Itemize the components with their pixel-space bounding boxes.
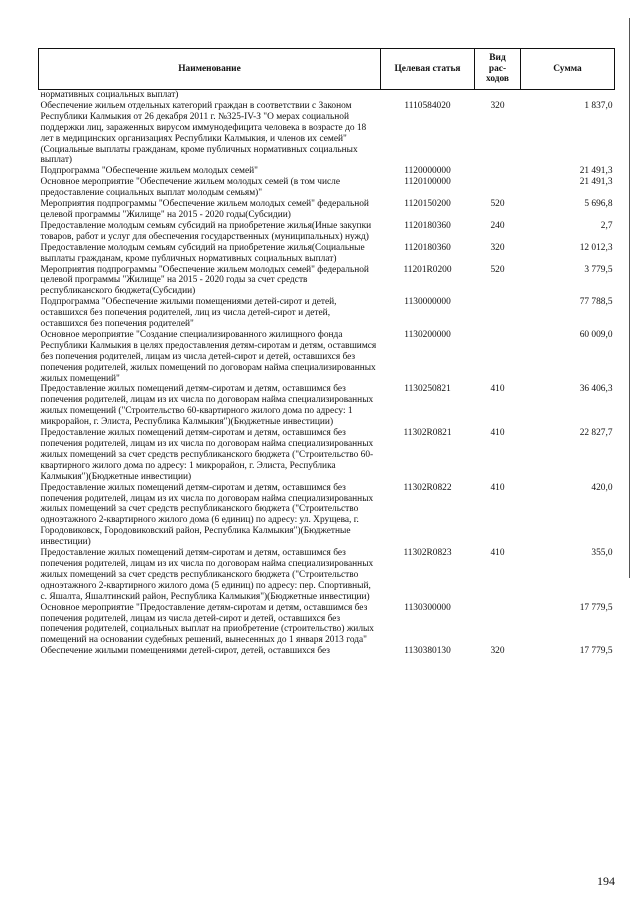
row-sum: 17 779,5	[579, 646, 613, 657]
row-type: 520	[490, 199, 505, 210]
row-code: 11302R0822	[403, 482, 452, 493]
row-sum: 77 788,5	[579, 297, 613, 308]
row-type: 320	[490, 100, 505, 111]
table-row	[39, 646, 615, 657]
row-name: Основное мероприятие "Предоставление детям-сиротам и детям, оставшимся без попечения родителей, лицам из числа детей-сирот и детей, оставшихся без попечения родителей, социальных выплат на приобретение (строительство) жилых помещений на основании судебных решений, вынесенных до 1 января 2013 года"	[40, 602, 374, 646]
row-name: Обеспечение жильем отдельных категорий граждан в соответствии с Законом Республики Калмыкия от 26 декабря 2011 г. №325-IV-З "О мерах социальной поддержки лиц, зараженных вирусом иммунодефицита человека в возрасте до 18 лет в медицинских организациях Республики Калмыкия, и членов их семей"(Социальные выплаты гражданам, кроме публичных нормативных социальных выплат)	[40, 100, 367, 166]
row-name: Обеспечение жилыми помещениями детей-сирот, детей, оставшихся без	[40, 646, 330, 657]
table-row	[39, 548, 615, 603]
row-type: 320	[490, 242, 505, 253]
row-code: 1110584020	[404, 100, 451, 111]
row-code: 11302R0823	[403, 548, 452, 559]
row-code: 1130380130	[404, 646, 451, 657]
row-sum: 21 491,3	[579, 166, 613, 177]
header-name: Наименование	[39, 49, 381, 90]
row-code: 1130200000	[404, 329, 451, 340]
row-type: 520	[490, 264, 505, 275]
table-row	[39, 90, 615, 101]
budget-table	[38, 48, 615, 657]
row-code: 11201R0200	[403, 264, 452, 275]
row-sum: 3 779,5	[584, 264, 613, 275]
row-code: 1120180360	[404, 242, 451, 253]
row-sum: 2,7	[600, 220, 613, 231]
header-type-line: рас-	[488, 63, 507, 74]
row-sum: 60 009,0	[579, 329, 613, 340]
table-header-row	[39, 49, 615, 90]
header-type	[475, 49, 521, 90]
table-row	[39, 384, 615, 428]
row-name: Предоставление молодым семьям субсидий на приобретение жилья(Социальные выплаты гражданам, кроме публичных нормативных социальных выплат)	[40, 242, 365, 264]
row-type: 320	[490, 646, 505, 657]
row-name: Предоставление жилых помещений детям-сиротам и детям, оставшимся без попечения родителей, лицам из их числа по договорам найма специализированных жилых помещений за счет средств республиканского бюджета ("Строительство 60-квартирного жилого дома по адресу: 1 микрорайон, г. Элиста, Республика Калмыкия")(Бюджетные инвестиции)	[40, 428, 374, 482]
row-sum: 21 491,3	[579, 177, 613, 188]
row-name: Предоставление жилых помещений детям-сиротам и детям, оставшимся без попечения родителей, лицам из их числа по договорам найма специализированных жилых помещений ("Строительство 60-квартирного жилого дома по адресу: 1 микрорайон, г. Элиста, Республика Калмыкия")(Бюджетные инвестиции)	[40, 384, 374, 428]
row-code: 1130300000	[404, 602, 451, 613]
row-code: 1120100000	[404, 177, 451, 188]
row-name: Мероприятия подпрограммы "Обеспечение жильем молодых семей" федеральной целевой программы "Жилище" на 2015 - 2020 годы за счет средств республиканского бюджета(Субсидии)	[40, 264, 369, 297]
page-edge-line	[629, 18, 630, 578]
table-row	[39, 428, 615, 483]
table-row	[39, 330, 615, 385]
table-row	[39, 199, 615, 221]
header-type-line: ходов	[485, 74, 509, 85]
header-sum: Сумма	[521, 49, 615, 90]
table-row	[39, 166, 615, 177]
row-sum: 1 837,0	[584, 100, 613, 111]
row-sum: 420,0	[591, 482, 613, 493]
row-type: 410	[490, 384, 505, 395]
table-row	[39, 221, 615, 243]
row-type: 240	[490, 220, 505, 231]
table-row	[39, 101, 615, 166]
row-sum: 355,0	[591, 548, 613, 559]
row-type	[475, 330, 521, 385]
row-sum: 17 779,5	[579, 602, 613, 613]
header-type-line: Вид	[489, 53, 506, 64]
row-type	[475, 177, 521, 199]
row-code: 1130250821	[404, 384, 451, 395]
row-name: Мероприятия подпрограммы "Обеспечение жильем молодых семей" федеральной целевой программы "Жилище" на 2015 - 2020 годы(Субсидии)	[40, 199, 369, 220]
row-code: 1120150200	[404, 199, 451, 210]
row-name: Предоставление жилых помещений детям-сиротам и детям, оставшимся без попечения родителей, лицам из их числа по договорам найма специализированных жилых помещений за счет средств республиканского бюджета ("Строительство одноэтажного 2-квартирного жилого дома (5 единиц) по адресу: пер. Спортивный, с. Яшалта, Яшалтинский район, Республика Калмыкия")(Бюджетные инвестиции)	[40, 548, 374, 602]
table-row	[39, 265, 615, 298]
row-type	[475, 90, 521, 101]
row-code: 1120180360	[404, 220, 451, 231]
row-name: Предоставление молодым семьям субсидий на приобретение жилья(Иные закупки товаров, работ и услуг для обеспечения государственных (муниципальных) нужд)	[40, 220, 372, 242]
row-name: Предоставление жилых помещений детям-сиротам и детям, оставшимся без попечения родителей, лицам из их числа по договорам найма специализированных жилых помещений за счет средств республиканского бюджета ("Строительство одноэтажного 2-квартирного жилого дома (6 единиц) по адресу: ул. Хрущева, г. Городовиковск, Городовиковский район, Республика Калмыкия")(Бюджетные инвестиции)	[40, 482, 374, 548]
row-name: Основное мероприятие "Создание специализированного жилищного фонда Республики Калмыкия в целях предоставления детям-сиротам и детям, оставшимся без попечения родителей, лицам из числа детей-сирот и детей, оставшихся без попечения родителей, жилых помещений по договорам найма специализированных жилых помещений"	[40, 329, 377, 384]
row-name: Подпрограмма "Обеспечение жильем молодых семей"	[40, 166, 258, 177]
table-row	[39, 297, 615, 330]
row-code	[381, 90, 475, 101]
row-sum: 5 696,8	[584, 199, 613, 210]
row-name: нормативных социальных выплат)	[40, 90, 179, 100]
row-type	[475, 297, 521, 330]
table-row	[39, 603, 615, 647]
row-type: 410	[490, 482, 505, 493]
row-code: 11302R0821	[403, 428, 452, 439]
header-code: Целевая статья	[381, 49, 475, 90]
table-row	[39, 483, 615, 548]
row-sum	[521, 90, 615, 101]
row-name: Основное мероприятие "Обеспечение жильем молодых семей (в том числе предоставление социальных выплат молодым семьям)"	[40, 177, 341, 199]
row-sum: 22 827,7	[579, 428, 613, 439]
table-row	[39, 243, 615, 265]
row-type	[475, 166, 521, 177]
row-type	[475, 603, 521, 647]
row-code: 1120000000	[404, 166, 451, 177]
table-row	[39, 177, 615, 199]
row-type: 410	[490, 428, 505, 439]
row-sum: 36 406,3	[579, 384, 613, 395]
row-type: 410	[490, 548, 505, 559]
row-sum: 12 012,3	[579, 242, 613, 253]
page-number: 194	[597, 874, 615, 888]
row-name: Подпрограмма "Обеспечение жилыми помещениями детей-сирот и детей, оставшихся без попечения родителей, лиц из числа детей-сирот и детей, оставшихся без попечения родителей"	[40, 297, 337, 330]
row-code: 1130000000	[404, 297, 451, 308]
